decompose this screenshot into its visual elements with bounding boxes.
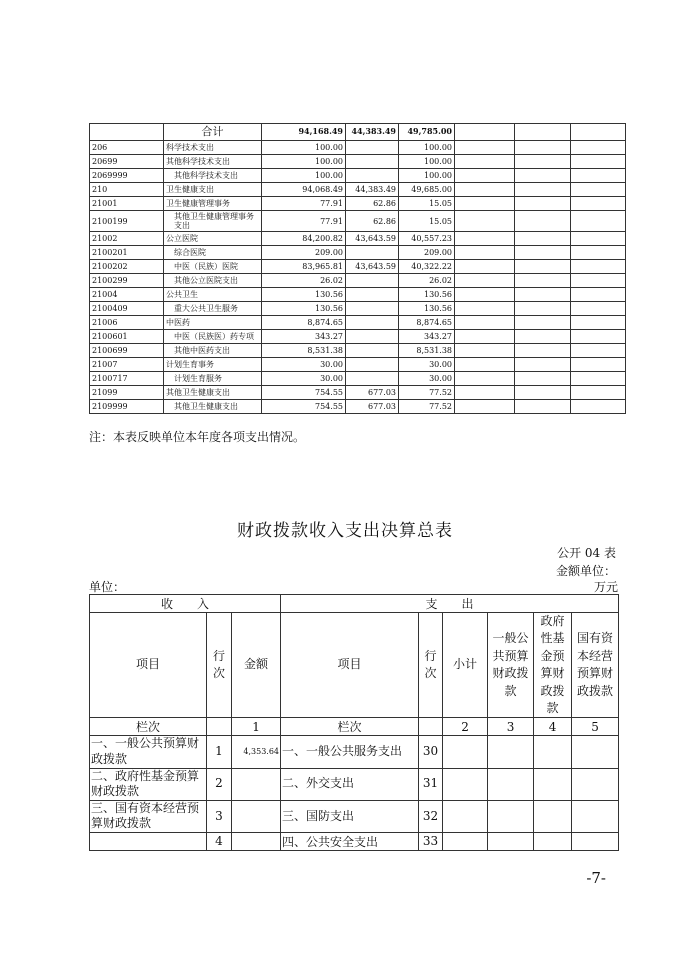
empty-cell (455, 155, 515, 169)
empty-cell (455, 124, 515, 141)
empty-cell (572, 800, 619, 832)
amount-basic (346, 288, 399, 302)
empty-cell (515, 183, 571, 197)
amount-total: 30.00 (262, 372, 346, 386)
amount-basic (346, 344, 399, 358)
table-row (90, 372, 626, 386)
amount-total: 754.55 (262, 386, 346, 400)
state-capital-header: 国有资本经营预算财政拨款 (572, 613, 619, 718)
col-number-4: 4 (534, 718, 572, 736)
subject-code: 21099 (90, 386, 164, 400)
empty-cell (419, 718, 443, 736)
column-number-row (90, 718, 619, 736)
table-row (90, 197, 626, 211)
table-note: 注：本表反映单位本年度各项支出情况。 (89, 430, 306, 444)
empty-cell (515, 358, 571, 372)
subject-code: 2100299 (90, 274, 164, 288)
income-line-no-header: 行次 (207, 613, 232, 718)
amount-total: 209.00 (262, 246, 346, 260)
empty-cell (515, 400, 571, 414)
empty-cell (571, 246, 626, 260)
empty-cell (571, 197, 626, 211)
expenditure-detail-table (89, 123, 626, 414)
subject-code: 2100717 (90, 372, 164, 386)
empty-cell (455, 288, 515, 302)
expense-item: 二、外交支出 (281, 768, 419, 800)
amount-total: 754.55 (262, 400, 346, 414)
subject-name: 卫生健康支出 (164, 183, 262, 197)
empty-cell (515, 155, 571, 169)
subject-name: 中医药 (164, 316, 262, 330)
col-number-3: 3 (488, 718, 534, 736)
income-item (90, 832, 207, 850)
amount-total: 77.91 (262, 197, 346, 211)
empty-cell (515, 330, 571, 344)
table-row (90, 768, 619, 800)
subject-code: 206 (90, 141, 164, 155)
empty-cell (571, 183, 626, 197)
amount-basic: 43,643.59 (346, 232, 399, 246)
col-number-2: 2 (443, 718, 488, 736)
amount-project: 343.27 (399, 330, 455, 344)
subject-name: 其他公立医院支出 (164, 274, 262, 288)
total-stub-cell (90, 124, 164, 141)
amount-basic (346, 274, 399, 288)
subject-code: 2069999 (90, 169, 164, 183)
expense-item: 三、国防支出 (281, 800, 419, 832)
total-basic: 44,383.49 (346, 124, 399, 141)
subject-code: 21006 (90, 316, 164, 330)
empty-cell (515, 232, 571, 246)
expense-item: 一、一般公共服务支出 (281, 736, 419, 768)
empty-cell (443, 736, 488, 768)
amount-total: 130.56 (262, 302, 346, 316)
empty-cell (515, 372, 571, 386)
amount-total: 26.02 (262, 274, 346, 288)
amount-total: 100.00 (262, 141, 346, 155)
amount-project: 15.05 (399, 197, 455, 211)
subtotal-header: 小计 (443, 613, 488, 718)
empty-cell (455, 197, 515, 211)
amount-basic: 62.86 (346, 197, 399, 211)
empty-cell (571, 260, 626, 274)
amount-total: 83,965.81 (262, 260, 346, 274)
table-row (90, 288, 626, 302)
table-row (90, 260, 626, 274)
table-row (90, 141, 626, 155)
income-header: 收 入 (90, 595, 281, 613)
subject-code: 2109999 (90, 400, 164, 414)
total-label: 合计 (164, 124, 262, 141)
subject-name: 其他卫生健康管理事务支出 (164, 211, 262, 232)
amount-project: 100.00 (399, 155, 455, 169)
subject-name: 科学技术支出 (164, 141, 262, 155)
amount-project: 15.05 (399, 211, 455, 232)
subject-name: 其他卫生健康支出 (164, 386, 262, 400)
column-label: 栏次 (90, 718, 207, 736)
empty-cell (455, 400, 515, 414)
amount-total: 8,531.38 (262, 344, 346, 358)
expense-line-no: 31 (419, 768, 443, 800)
empty-cell (571, 400, 626, 414)
amount-total: 94,068.49 (262, 183, 346, 197)
subject-name: 计划生育服务 (164, 372, 262, 386)
income-amount (232, 800, 281, 832)
empty-cell (571, 372, 626, 386)
empty-cell (515, 344, 571, 358)
empty-cell (455, 358, 515, 372)
empty-cell (515, 260, 571, 274)
subject-code: 21007 (90, 358, 164, 372)
amount-project: 49,685.00 (399, 183, 455, 197)
subject-name: 重大公共卫生服务 (164, 302, 262, 316)
empty-cell (455, 169, 515, 183)
empty-cell (515, 124, 571, 141)
amount-total: 84,200.82 (262, 232, 346, 246)
amount-basic (346, 330, 399, 344)
income-line-no: 2 (207, 768, 232, 800)
empty-cell (455, 274, 515, 288)
expense-item: 四、公共安全支出 (281, 832, 419, 850)
amount-total: 30.00 (262, 358, 346, 372)
empty-cell (534, 832, 572, 850)
table-row (90, 330, 626, 344)
income-item: 三、国有资本经营预算财政拨款 (90, 800, 207, 832)
subject-code: 2100202 (90, 260, 164, 274)
income-line-no: 4 (207, 832, 232, 850)
subject-code: 210 (90, 183, 164, 197)
amount-basic (346, 141, 399, 155)
empty-cell (455, 330, 515, 344)
empty-cell (443, 800, 488, 832)
amount-basic (346, 372, 399, 386)
subject-code: 21001 (90, 197, 164, 211)
column-label: 栏次 (281, 718, 419, 736)
empty-cell (515, 302, 571, 316)
amount-basic (346, 169, 399, 183)
amount-basic: 43,643.59 (346, 260, 399, 274)
col-number-5: 5 (572, 718, 619, 736)
col-number-1: 1 (232, 718, 281, 736)
subject-name: 其他科学技术支出 (164, 155, 262, 169)
empty-cell (488, 736, 534, 768)
empty-cell (455, 260, 515, 274)
amount-total: 130.56 (262, 288, 346, 302)
amount-basic (346, 302, 399, 316)
amount-project: 100.00 (399, 169, 455, 183)
subject-code: 2100199 (90, 211, 164, 232)
empty-cell (455, 344, 515, 358)
subject-name: 其他卫生健康支出 (164, 400, 262, 414)
subject-name: 其他科学技术支出 (164, 169, 262, 183)
subject-name: 综合医院 (164, 246, 262, 260)
empty-cell (571, 211, 626, 232)
table-row (90, 344, 626, 358)
empty-cell (571, 288, 626, 302)
amount-basic (346, 358, 399, 372)
empty-cell (488, 832, 534, 850)
amount-project: 8,531.38 (399, 344, 455, 358)
total-project: 49,785.00 (399, 124, 455, 141)
empty-cell (571, 232, 626, 246)
amount-project: 100.00 (399, 141, 455, 155)
empty-cell (571, 124, 626, 141)
amount-total: 8,874.65 (262, 316, 346, 330)
subject-name: 中医（民族）医院 (164, 260, 262, 274)
income-item: 一、一般公共预算财政拨款 (90, 736, 207, 768)
section-title: 财政拨款收入支出决算总表 (237, 521, 453, 541)
empty-cell (515, 197, 571, 211)
empty-cell (534, 768, 572, 800)
empty-cell (571, 330, 626, 344)
amount-project: 26.02 (399, 274, 455, 288)
table-row (90, 832, 619, 850)
empty-cell (534, 736, 572, 768)
gov-fund-header: 政府性基金预算财政拨款 (534, 613, 572, 718)
empty-cell (443, 832, 488, 850)
amount-project: 8,874.65 (399, 316, 455, 330)
empty-cell (571, 169, 626, 183)
expense-item-header: 项目 (281, 613, 419, 718)
column-header-row (90, 613, 619, 718)
table-code: 公开 04 表 (557, 546, 616, 560)
amount-project: 130.56 (399, 288, 455, 302)
subject-code: 21002 (90, 232, 164, 246)
table-row (90, 800, 619, 832)
fiscal-appropriation-summary-table (89, 594, 619, 851)
table-row (90, 316, 626, 330)
empty-cell (443, 768, 488, 800)
empty-cell (515, 288, 571, 302)
table-row (90, 183, 626, 197)
table-row (90, 155, 626, 169)
income-amount (232, 832, 281, 850)
subject-name: 其他中医药支出 (164, 344, 262, 358)
amount-basic: 44,383.49 (346, 183, 399, 197)
amount-project: 30.00 (399, 372, 455, 386)
table-row (90, 386, 626, 400)
subject-code: 2100699 (90, 344, 164, 358)
expense-line-no: 32 (419, 800, 443, 832)
empty-cell (571, 344, 626, 358)
amount-project: 30.00 (399, 358, 455, 372)
amount-basic: 677.03 (346, 386, 399, 400)
amount-total: 100.00 (262, 169, 346, 183)
empty-cell (572, 832, 619, 850)
expense-line-no: 33 (419, 832, 443, 850)
subject-name: 计划生育事务 (164, 358, 262, 372)
amount-project: 77.52 (399, 400, 455, 414)
subject-name: 中医（民族医）药专项 (164, 330, 262, 344)
empty-cell (571, 274, 626, 288)
amount-project: 40,557.23 (399, 232, 455, 246)
income-item: 二、政府性基金预算财政拨款 (90, 768, 207, 800)
empty-cell (455, 211, 515, 232)
empty-cell (515, 211, 571, 232)
empty-cell (571, 316, 626, 330)
table-row (90, 232, 626, 246)
amount-project: 209.00 (399, 246, 455, 260)
empty-cell (488, 768, 534, 800)
empty-cell (534, 800, 572, 832)
subject-code: 21004 (90, 288, 164, 302)
empty-cell (455, 316, 515, 330)
table-row (90, 274, 626, 288)
amount-total: 77.91 (262, 211, 346, 232)
amount-basic (346, 246, 399, 260)
total-amount: 94,168.49 (262, 124, 346, 141)
amount-unit-label: 金额单位： (555, 564, 616, 578)
expense-header: 支 出 (281, 595, 619, 613)
empty-cell (455, 232, 515, 246)
amount-basic (346, 155, 399, 169)
amount-total: 100.00 (262, 155, 346, 169)
empty-cell (572, 736, 619, 768)
table-row (90, 211, 626, 232)
income-amount-header: 金额 (232, 613, 281, 718)
empty-cell (572, 768, 619, 800)
table-row (90, 246, 626, 260)
table-row (90, 736, 619, 768)
income-line-no: 3 (207, 800, 232, 832)
income-line-no: 1 (207, 736, 232, 768)
income-item-header: 项目 (90, 613, 207, 718)
empty-cell (455, 386, 515, 400)
group-header-row (90, 595, 619, 613)
subject-name: 公立医院 (164, 232, 262, 246)
amount-total: 343.27 (262, 330, 346, 344)
empty-cell (571, 155, 626, 169)
amount-project: 77.52 (399, 386, 455, 400)
expense-line-no: 30 (419, 736, 443, 768)
table-row (90, 358, 626, 372)
empty-cell (571, 141, 626, 155)
empty-cell (455, 302, 515, 316)
empty-cell (571, 358, 626, 372)
empty-cell (515, 316, 571, 330)
subject-name: 公共卫生 (164, 288, 262, 302)
total-row (90, 124, 626, 141)
empty-cell (515, 169, 571, 183)
empty-cell (515, 246, 571, 260)
empty-cell (571, 302, 626, 316)
table-row (90, 169, 626, 183)
table-row (90, 302, 626, 316)
page-number: -7- (586, 869, 606, 887)
empty-cell (455, 183, 515, 197)
unit-value: 万元 (593, 580, 618, 594)
amount-basic: 62.86 (346, 211, 399, 232)
empty-cell (488, 800, 534, 832)
empty-cell (515, 386, 571, 400)
unit-label: 单位： (89, 580, 126, 594)
subject-code: 2100409 (90, 302, 164, 316)
empty-cell (571, 386, 626, 400)
amount-project: 130.56 (399, 302, 455, 316)
subject-name: 卫生健康管理事务 (164, 197, 262, 211)
subject-code: 2100201 (90, 246, 164, 260)
empty-cell (455, 141, 515, 155)
general-budget-header: 一般公共预算财政拨款 (488, 613, 534, 718)
expense-line-no-header: 行次 (419, 613, 443, 718)
amount-basic (346, 316, 399, 330)
empty-cell (207, 718, 232, 736)
empty-cell (515, 141, 571, 155)
empty-cell (515, 274, 571, 288)
table-row (90, 400, 626, 414)
subject-code: 20699 (90, 155, 164, 169)
income-amount: 4,353.64 (232, 736, 281, 768)
amount-project: 40,322.22 (399, 260, 455, 274)
subject-code: 2100601 (90, 330, 164, 344)
income-amount (232, 768, 281, 800)
amount-basic: 677.03 (346, 400, 399, 414)
empty-cell (455, 246, 515, 260)
empty-cell (455, 372, 515, 386)
